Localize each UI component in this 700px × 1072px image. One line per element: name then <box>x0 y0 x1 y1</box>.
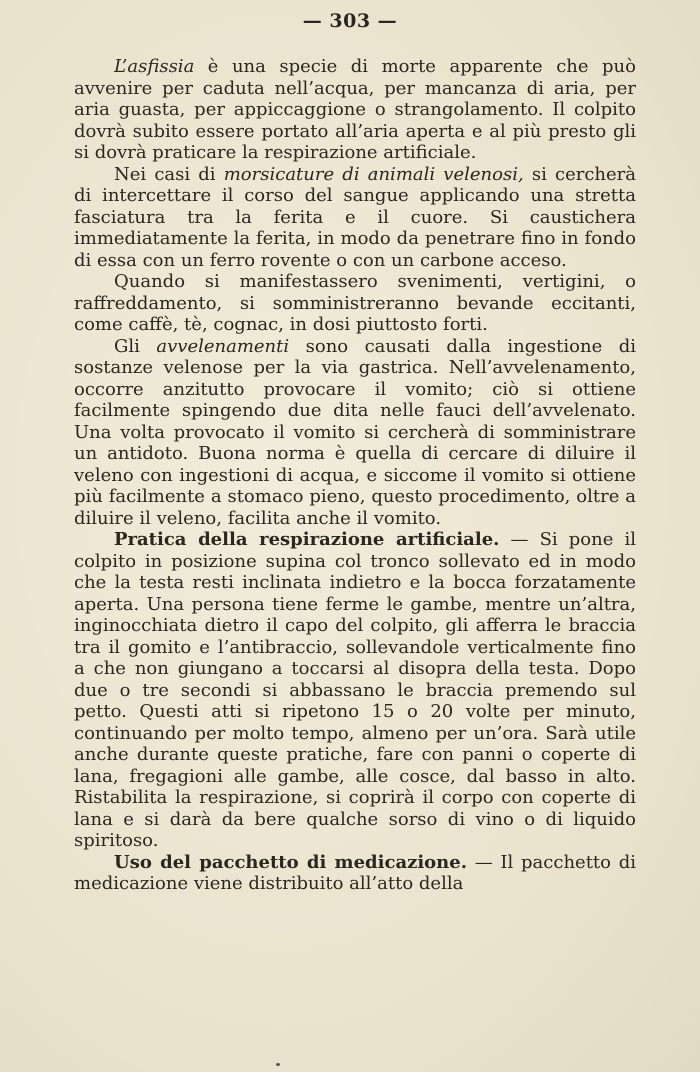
paragraph-pacchetto-medicazione <box>74 852 636 895</box>
paragraph-lead: Gli <box>114 335 157 357</box>
paragraph-lead: Nei casi di <box>114 163 224 185</box>
term-morsicature: morsicature di animali velenosi, <box>223 163 524 185</box>
paragraph-svenimenti <box>74 271 636 336</box>
paragraph-text: si cercherà di intercettare il corso del sangue applicando una stretta fasciatura tra la ferita e il cuore. Si caustichera immediatamente la ferita, in modo da penetrare fino in fondo di essa con un ferro rovente o con un carbone acceso. <box>74 163 636 271</box>
section-heading-respirazione: Pratica della respirazione artificiale. <box>114 529 500 550</box>
term-avvelenamenti: avvelenamenti <box>156 335 290 357</box>
paragraph-text: Quando si manifestassero svenimenti, vertigini, o raffreddamento, si somministreranno bevande eccitanti, come caffè, tè, cognac, in dosi piuttosto forti. <box>74 271 636 335</box>
paragraph-avvelenamenti <box>74 336 636 530</box>
paragraph-respirazione-artificiale <box>74 529 636 852</box>
paragraph-text: — Il pacchetto di medicazione viene distribuito all’atto della <box>74 851 636 894</box>
page-number: — 303 — <box>302 10 398 32</box>
paragraph-text: — Si pone il colpito in posizione supina col tronco sollevato ed in modo che la testa resti inclinata indietro e la bocca forzatamente aperta. Una persona tiene ferme le gambe, mentre un’altra, inginocchiata dietro il capo del colpito, gli afferra le braccia tra il gomito e l’antibraccio, sollevandole verticalmente fino a che non giungano a toccarsi al disopra della testa. Dopo due o tre secondi si abbassano le braccia premendo sul petto. Questi atti si ripetono 15 o 20 volte per minuto, continuando per molto tempo, almeno per un’ora. Sarà utile anche durante queste pratiche, fare con panni o coperte di lana, fregagioni alle gambe, alle cosce, dal basso in alto. Ristabilita la respirazione, si coprirà il corpo con coperte di lana e si darà da bere qualche sorso di vino o di liquido spiritoso. <box>74 529 636 851</box>
section-heading-pacchetto: Uso del pacchetto di medicazione. <box>114 851 467 873</box>
paragraph-morsicature <box>74 164 636 272</box>
body-text <box>74 56 636 895</box>
ink-speck <box>276 1063 280 1066</box>
term-asfissia: L’asfissia <box>114 56 195 77</box>
paragraph-asfissia <box>74 56 636 164</box>
paragraph-text: sono causati dalla ingestione di sostanze velenose per la via gastrica. Nell’avvelenamento, occorre anzitutto provocare il vomito; ciò si ottiene facilmente spingendo due dita nelle fauci dell’avvelenato. Una volta provocato il vomito si cercherà di somministrare un antidoto. Buona norma è quella di cercare di diluire il veleno con ingestioni di acqua, e siccome il vomito si ottiene più facilmente a stomaco pieno, questo procedimento, oltre a diluire il veleno, facilita anche il vomito. <box>74 335 636 529</box>
paragraph-text: è una specie di morte apparente che può avvenire per caduta nell’acqua, per mancanza di aria, per aria guasta, per appiccaggione o strangolamento. Il colpito dovrà subito essere portato all’aria aperta e al più presto gli si dovrà praticare la respirazione artificiale. <box>74 56 636 163</box>
